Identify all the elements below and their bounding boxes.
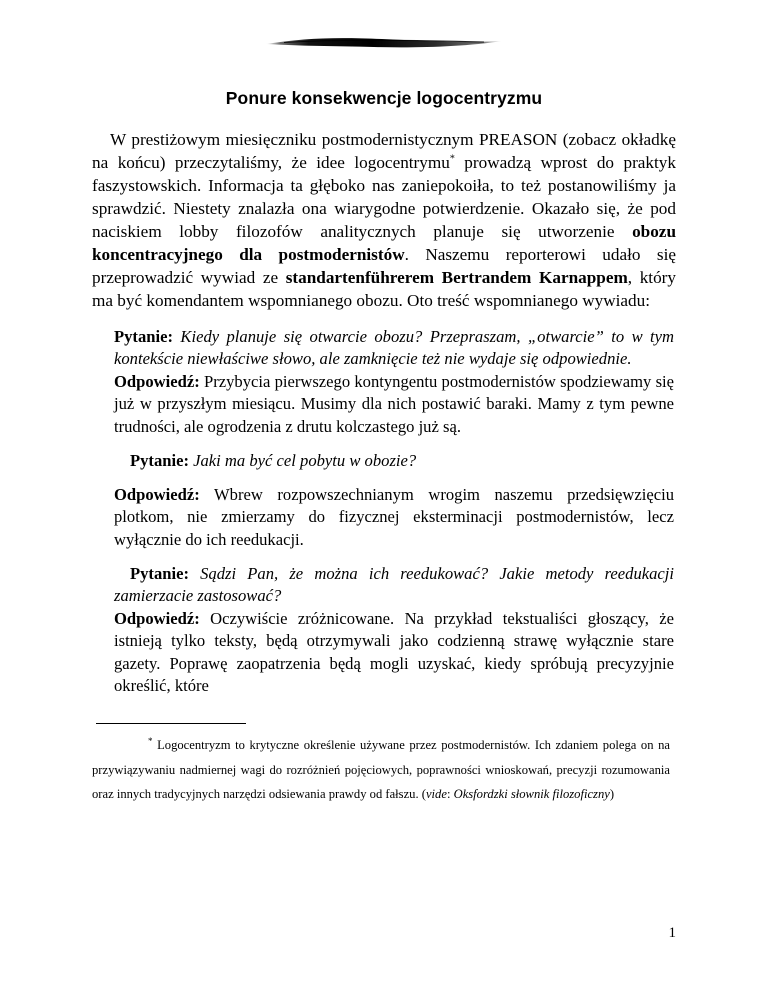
interview-speaker-label: Odpowiedź: (114, 372, 200, 392)
footnote-text (92, 733, 676, 807)
footnote-body: Logocentryzm to krytyczne określenie używane przez postmodernistów. Ich zdaniem polega on na przywiązywaniu nadmiernej wagi do rozróżnień pojęciowych, poprawności wnioskowań, precyzji rozumowania oraz innych tradycyjnych narzędzi odsiewania prawdy od fałszu. ( (92, 738, 670, 802)
interview-block (92, 326, 676, 698)
footnote-separator (96, 723, 246, 724)
interview-speaker-label: Odpowiedź: (114, 485, 200, 505)
footnote-sep: : (446, 787, 454, 802)
interview-text: Przybycia pierwszego kontyngentu postmodernistów spodziewamy się już w przyszłym miesiącu. Musimy dla nich postawić baraki. Mamy z tym pewne trudności, ale ogrodzenia z drutu kolczastego już są. (114, 372, 674, 436)
intro-text-part1: W prestiżowym miesięczniku postmodernistycznym PREASON (zobacz okładkę na końcu) przeczytaliśmy, że idee logocentrymu (92, 130, 676, 172)
interview-item (114, 326, 674, 370)
interview-text: Sądzi Pan, że można ich reedukować? Jakie metody reedukacji zamierzacie zastosować? (114, 563, 674, 605)
interview-text: Jaki ma być cel pobytu w obozie? (189, 450, 417, 470)
page-number: 1 (668, 925, 676, 941)
intro-bold-camp: obozu koncentracyjnego dla postmodernistów (92, 221, 676, 264)
decorative-divider-brush-stroke (92, 0, 676, 60)
footnote-reference: * (449, 153, 455, 165)
interview-item (114, 484, 674, 551)
intro-text-part4: , który ma być komendantem wspomnianego obozu. Oto treść wspomnianego wywiadu: (92, 267, 676, 310)
page-title: Ponure konsekwencje logocentryzmu (225, 88, 543, 108)
interview-speaker-label: Pytanie: (130, 563, 189, 583)
footnote-vide: vide (425, 787, 447, 802)
intro-text-part3: . Naszemu reporterowi udało się przeprowadzić wywiad ze (92, 244, 676, 287)
interview-item (114, 608, 674, 697)
intro-bold-name: standartenführerem Bertrandem Karnappem (285, 267, 628, 287)
interview-item (114, 450, 674, 472)
footnote-marker: * (148, 736, 153, 747)
footnote-source-title: Oksfordzki słownik filozoficzny (453, 787, 610, 802)
footnote-close: ) (609, 787, 615, 802)
interview-text: Oczywiście zróżnicowane. Na przykład tekstualiści głoszący, że istnieją tylko teksty, będą otrzymywali jako codzienną strawę wyłącznie stare gazety. Poprawę zaopatrzenia będą mogli uzyskać, kiedy spróbują precyzyjnie określić, które (114, 609, 674, 695)
intro-text-part2: prowadzą wprost do praktyk faszystowskich. Informacja ta głęboko nas zaniepokoiła, to też postanowiliśmy ja sprawdzić. Niestety znalazła ona wiarygodne potwierdzenie. Okazało się, że pod naciskiem lobby filozofów analitycznych planuje się utworzenie (92, 152, 676, 241)
intro-paragraph (92, 129, 676, 313)
interview-text: Kiedy planuje się otwarcie obozu? Przepraszam, „otwarcie” to w tym kontekście niewłaściwe słowo, ale zamknięcie też nie wydaje się odpowiednie. (114, 326, 674, 368)
interview-item (114, 563, 674, 607)
interview-text: Wbrew rozpowszechnianym wrogim naszemu przedsięwzięciu plotkom, nie zmierzamy do fizycznej eksterminacji postmodernistów, lecz wyłącznie do ich reedukacji. (114, 485, 674, 549)
interview-speaker-label: Pytanie: (114, 326, 173, 346)
interview-speaker-label: Odpowiedź: (114, 609, 200, 629)
interview-speaker-label: Pytanie: (130, 450, 189, 470)
interview-item (114, 371, 674, 438)
